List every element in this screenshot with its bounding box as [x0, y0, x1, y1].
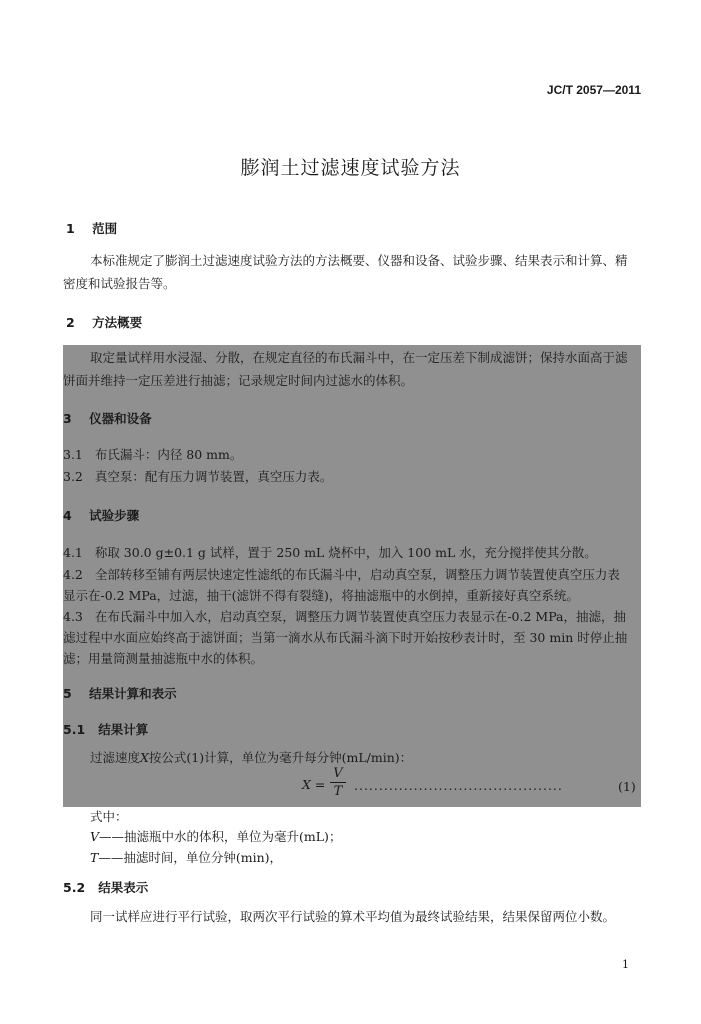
paragraph-line: 滤；用量筒测量抽滤瓶中水的体积。	[63, 651, 264, 666]
item-text: 真空泵：配有压力调节装置，真空压力表。	[94, 469, 333, 484]
paragraph-line: 本标准规定了膨润土过滤速度试验方法的方法概要、仪器和设备、试验步骤、结果表示和计算、精	[90, 253, 628, 268]
section-title: 范围	[92, 221, 118, 236]
formula-fraction	[330, 766, 346, 799]
list-item	[63, 445, 242, 463]
formula-variable: X	[140, 750, 149, 765]
section-4-heading	[63, 506, 139, 524]
variable-description: ——抽滤瓶中水的体积，单位为毫升(mL)；	[99, 829, 342, 844]
subsection-title: 结果计算	[98, 722, 149, 737]
formula-leader-dots: ..........................................	[354, 778, 563, 793]
equation-number: (1)	[618, 779, 636, 794]
variable-symbol: V	[90, 829, 100, 844]
section-title: 试验步骤	[89, 508, 140, 523]
list-item	[63, 565, 620, 583]
subsection-number: 5.1	[63, 722, 86, 737]
paragraph-line: 同一试样应进行平行试验，取两次平行试验的算术平均值为最终试验结果，结果保留两位小数。	[90, 909, 616, 924]
section-number: 5	[63, 686, 72, 701]
subsection-heading	[63, 878, 148, 896]
subsection-number: 5.2	[63, 880, 86, 895]
variable-symbol: T	[90, 850, 99, 865]
standard-code: JC/T 2057—2011	[546, 83, 641, 97]
section-5-heading	[63, 684, 177, 702]
fraction-bar	[330, 782, 346, 783]
section-number: 4	[63, 508, 72, 523]
item-text: 全部转移至铺有两层快速定性滤纸的布氏漏斗中，启动真空泵，调整压力调节装置使真空压力表	[94, 567, 620, 582]
page-title: 膨润土过滤速度试验方法	[240, 157, 461, 179]
list-item	[63, 467, 332, 485]
item-number: 4.2	[63, 567, 83, 582]
formula-intro-text: 过滤速度	[90, 750, 141, 765]
formula-lhs: X =	[302, 777, 326, 792]
paragraph-line: 取定量试样用水浸湿、分散，在规定直径的布氏漏斗中，在一定压差下制成滤饼；保持水面高于滤	[90, 350, 628, 365]
section-2-heading	[66, 313, 142, 331]
item-number: 3.1	[63, 447, 83, 462]
section-number: 1	[66, 221, 75, 236]
formula-numerator: V	[333, 766, 343, 781]
item-text: 称取 30.0 g±0.1 g 试样，置于 250 mL 烧杯中，加入 100 mL 水，充分搅拌使其分散。	[94, 545, 597, 560]
where-label: 式中：	[90, 809, 128, 824]
item-text: 布氏漏斗：内径 80 mm。	[94, 447, 243, 462]
formula-denominator: T	[333, 784, 343, 799]
item-number: 4.3	[63, 609, 83, 624]
formula-intro-text: 按公式(1)计算，单位为毫升每分钟(mL/min)：	[148, 750, 413, 765]
section-1-heading	[66, 219, 117, 237]
variable-definition	[90, 827, 341, 845]
variable-definition	[90, 848, 282, 866]
section-3-heading	[63, 409, 152, 427]
list-item	[63, 607, 626, 625]
paragraph-line: 饼面并维持一定压差进行抽滤；记录规定时间内过滤水的体积。	[63, 373, 414, 388]
paragraph-line: 显示在-0.2 MPa，过滤，抽干(滤饼不得有裂缝)，将抽滤瓶中的水倒掉，重新接好真空系统。	[63, 588, 579, 603]
section-number: 2	[66, 315, 75, 330]
paragraph-line: 滤过程中水面应始终高于滤饼面；当第一滴水从布氏漏斗滴下时开始按秒表计时，至 30 min 时停止抽	[63, 630, 628, 645]
formula-intro	[90, 748, 412, 766]
section-title: 仪器和设备	[89, 411, 152, 426]
paragraph-line: 密度和试验报告等。	[63, 276, 176, 291]
page-number: 1	[622, 958, 629, 971]
section-title: 方法概要	[92, 315, 143, 330]
subsection-title: 结果表示	[98, 880, 149, 895]
subsection-heading	[63, 720, 148, 738]
item-text: 在布氏漏斗中加入水，启动真空泵，调整压力调节装置使真空压力表显示在-0.2 MPa，抽滤，抽	[94, 609, 626, 624]
list-item	[63, 543, 597, 561]
item-number: 3.2	[63, 469, 83, 484]
section-title: 结果计算和表示	[89, 686, 177, 701]
variable-description: ——抽滤时间，单位分钟(min)，	[98, 850, 282, 865]
section-number: 3	[63, 411, 72, 426]
item-number: 4.1	[63, 545, 83, 560]
